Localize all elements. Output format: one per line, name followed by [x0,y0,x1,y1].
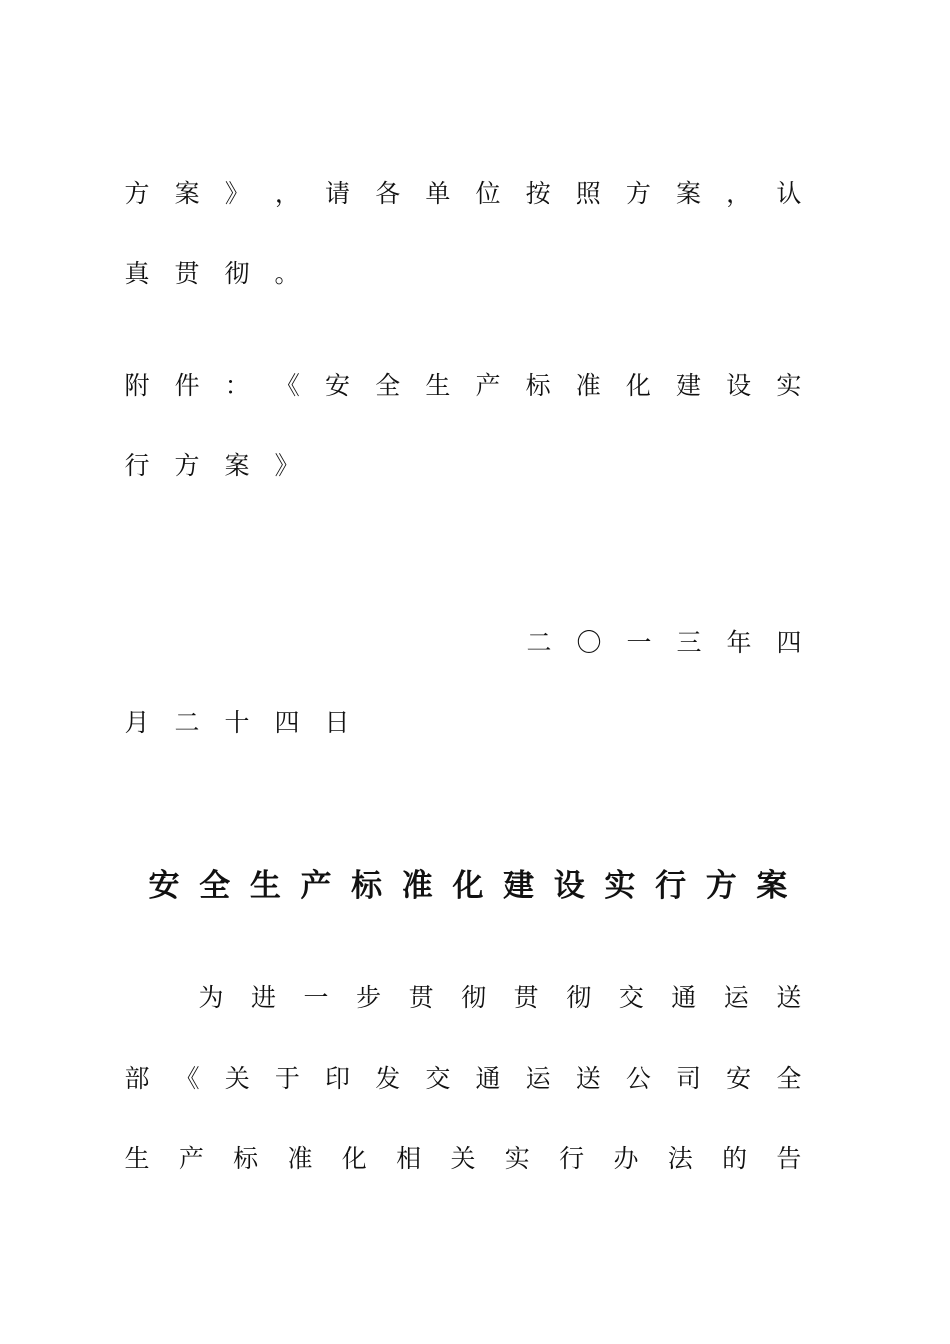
text-char: 安 [726,1064,752,1093]
text-char: 化 [452,867,484,904]
text-char: 彻 [224,259,250,288]
text-char: 《 [274,371,300,400]
text-char: 四 [274,708,300,737]
text-char: 安 [325,371,351,400]
text-char: 》 [274,451,300,480]
text-char: 。 [274,259,300,288]
text-char: 年 [726,628,752,657]
text-char: 二 [526,628,552,657]
text-char: 认 [776,179,802,208]
text-char: 月 [124,708,150,737]
text-char: 二 [174,708,200,737]
text-char: 准 [575,371,601,400]
text-char: 产 [475,371,501,400]
text-char: 实 [604,867,636,904]
attachment-line-2 [124,450,802,482]
document-title [148,862,788,902]
text-char: 公 [625,1064,651,1093]
text-char: 的 [722,1144,748,1173]
text-char: 设 [553,867,585,904]
text-char: 准 [401,867,433,904]
text-char: 准 [287,1144,313,1173]
text-char: 方 [124,179,150,208]
text-char: 全 [199,867,231,904]
text-char: 标 [525,371,551,400]
text-char: 《 [174,1064,200,1093]
text-char: 件 [174,371,200,400]
text-char: 发 [375,1064,401,1093]
text-char: 部 [124,1064,150,1093]
text-char: 进 [251,983,277,1012]
text-char: 标 [233,1144,259,1173]
date-line-1 [124,627,802,659]
text-char: 于 [274,1064,300,1093]
text-char: 建 [676,371,702,400]
text-char: 步 [356,983,382,1012]
date-line-2 [124,707,802,739]
text-char: 全 [375,371,401,400]
text-char: 告 [776,1144,802,1173]
text-char: 位 [475,179,501,208]
text-char: 方 [625,179,651,208]
text-char: 日 [324,708,350,737]
text-char: 生 [249,867,281,904]
text-char: 贯 [174,259,200,288]
text-char: 贯 [408,983,434,1012]
text-char: ： [224,371,250,400]
text-char: 案 [224,451,250,480]
text-char: 一 [303,983,329,1012]
text-char: 方 [174,451,200,480]
text-char: 十 [224,708,250,737]
text-char: 化 [625,371,651,400]
text-char: 实 [504,1144,530,1173]
text-char: 通 [671,983,697,1012]
text-char: 按 [525,179,551,208]
text-char: 交 [618,983,644,1012]
text-char: 彻 [461,983,487,1012]
text-char: 法 [667,1144,693,1173]
text-char: 全 [776,1064,802,1093]
text-char: 印 [325,1064,351,1093]
text-char: 行 [124,451,150,480]
text-char: 交 [425,1064,451,1093]
notice-line-1 [124,178,802,210]
text-char: 行 [559,1144,585,1173]
text-char: ， [274,179,300,208]
text-char: 实 [776,371,802,400]
text-char: ， [726,179,752,208]
text-char: 设 [726,371,752,400]
text-char: 附 [124,371,150,400]
text-char: 通 [475,1064,501,1093]
text-char: 办 [613,1144,639,1173]
text-char: 产 [300,867,332,904]
text-char: 司 [676,1064,702,1093]
text-char: 运 [525,1064,551,1093]
text-char: 生 [425,371,451,400]
text-char: 相 [396,1144,422,1173]
body-line-2 [124,1063,802,1095]
text-char: 为 [198,983,224,1012]
text-char: 关 [224,1064,250,1093]
text-char: 案 [756,867,788,904]
text-char: 各 [375,179,401,208]
text-char: 照 [575,179,601,208]
text-char: 》 [224,179,250,208]
text-char: 一 [626,628,652,657]
text-char: 真 [124,259,150,288]
text-char: 送 [776,983,802,1012]
text-char: 请 [325,179,351,208]
text-char: 〇 [576,628,602,657]
text-char: 三 [676,628,702,657]
text-char: 单 [425,179,451,208]
text-char: 化 [341,1144,367,1173]
attachment-line-1 [124,370,802,402]
text-char: 四 [776,628,802,657]
text-char: 产 [178,1144,204,1173]
text-char: 安 [148,867,180,904]
text-char: 方 [705,867,737,904]
text-char: 贯 [513,983,539,1012]
text-char: 送 [575,1064,601,1093]
text-char: 生 [124,1144,150,1173]
text-char: 彻 [566,983,592,1012]
body-line-1 [198,982,802,1014]
text-char: 运 [723,983,749,1012]
body-line-3 [124,1143,802,1175]
notice-line-2 [124,258,802,290]
text-char: 案 [676,179,702,208]
text-char: 行 [655,867,687,904]
text-char: 标 [351,867,383,904]
text-char: 关 [450,1144,476,1173]
text-char: 案 [174,179,200,208]
text-char: 建 [503,867,535,904]
